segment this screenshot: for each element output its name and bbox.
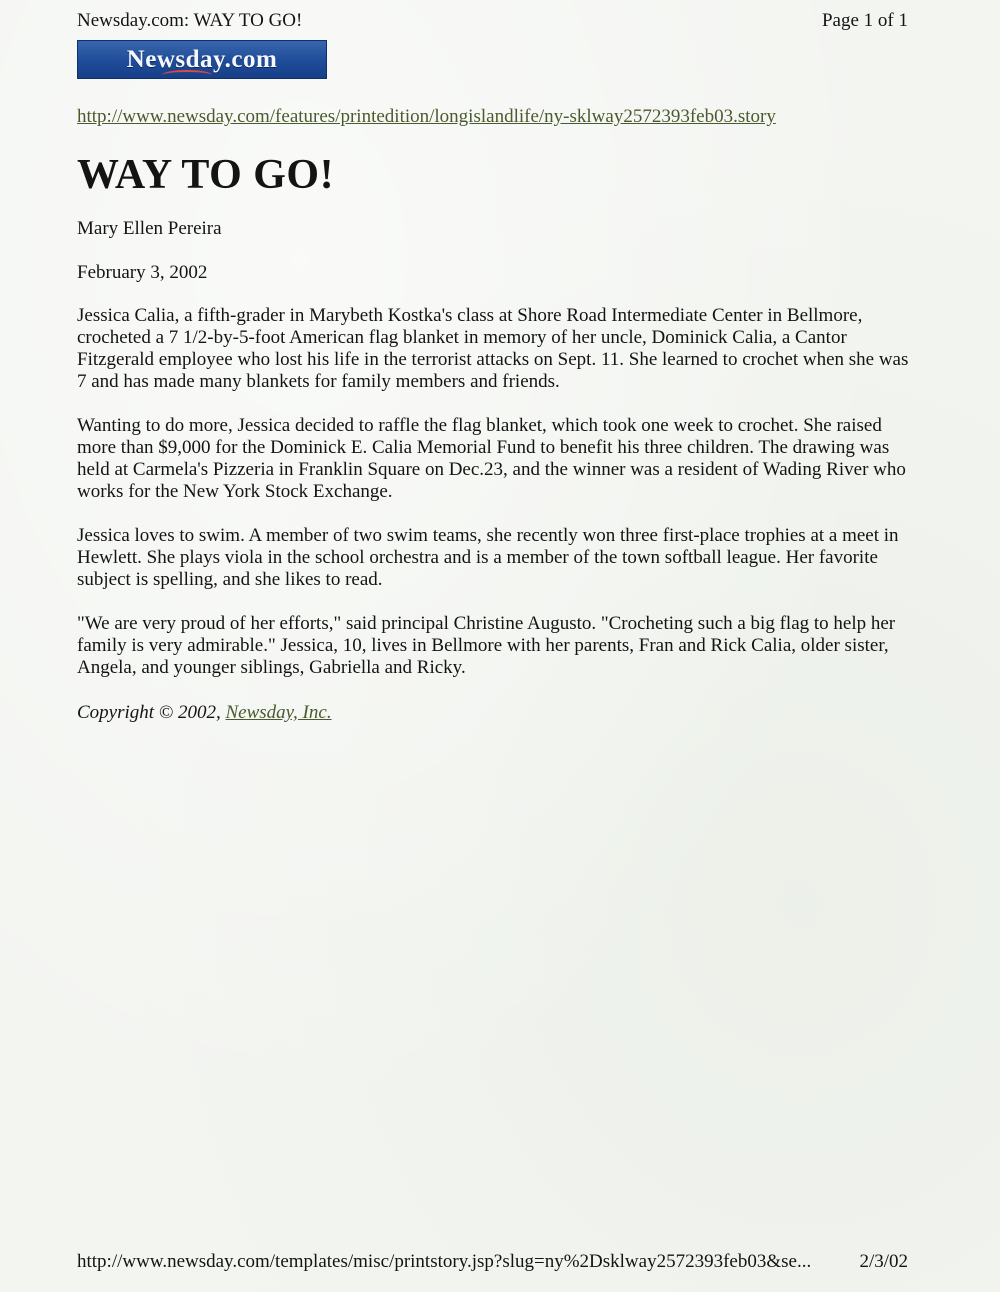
- article-headline: WAY TO GO!: [77, 152, 335, 198]
- logo-swoosh-icon: [162, 70, 212, 79]
- print-footer-url: http://www.newsday.com/templates/misc/printstory.jsp?slug=ny%2Dsklway2572393feb03&se...: [77, 1251, 812, 1272]
- page-indicator: Page 1 of 1: [821, 10, 908, 31]
- print-header-title: Newsday.com: WAY TO GO!: [77, 10, 303, 31]
- article-paragraph: Wanting to do more, Jessica decided to raffle the flag blanket, which took one week to crochet. She raised more than $9,000 for the Dominick E. Calia Memorial Fund to benefit his three children. The drawing was held at Carmela's Pizzeria in Franklin Square on Dec.23, and the winner was a resident of Wading River who works for the New York Stock Exchange.: [77, 415, 906, 502]
- newsday-logo-icon[interactable]: [77, 40, 327, 79]
- copyright-notice: [77, 701, 332, 725]
- article-paragraph: "We are very proud of her efforts," said principal Christine Augusto. "Crocheting such a big flag to help her family is very admirable." Jessica, 10, lives in Bellmore with her parents, Fran and Rick Calia, older sister, Angela, and younger siblings, Gabriella and Ricky.: [77, 613, 896, 678]
- article-url-link[interactable]: http://www.newsday.com/features/printedition/longislandlife/ny-sklway2572393feb03.story: [77, 106, 776, 127]
- article-date: February 3, 2002: [77, 262, 208, 283]
- logo-text: Newsday.com: [126, 45, 278, 73]
- article-byline: Mary Ellen Pereira: [77, 218, 222, 239]
- print-footer-date: 2/3/02: [859, 1251, 908, 1272]
- article-paragraph: Jessica loves to swim. A member of two swim teams, she recently won three first-place trophies at a meet in Hewlett. She plays viola in the school orchestra and is a member of the town softball league. Her favorite subject is spelling, and she likes to read.: [77, 525, 899, 590]
- article-paragraph: Jessica Calia, a fifth-grader in Marybeth Kostka's class at Shore Road Intermediate Center in Bellmore, crocheted a 7 1/2-by-5-foot American flag blanket in memory of her uncle, Dominick Calia, a Cantor Fitzgerald employee who lost his life in the terrorist attacks on Sept. 11. She learned to crochet when she was 7 and has made many blankets for family members and friends.: [77, 305, 909, 392]
- article-body: [77, 305, 917, 701]
- newsday-inc-link[interactable]: Newsday, Inc.: [225, 702, 332, 723]
- copyright-text: Copyright © 2002,: [77, 702, 226, 723]
